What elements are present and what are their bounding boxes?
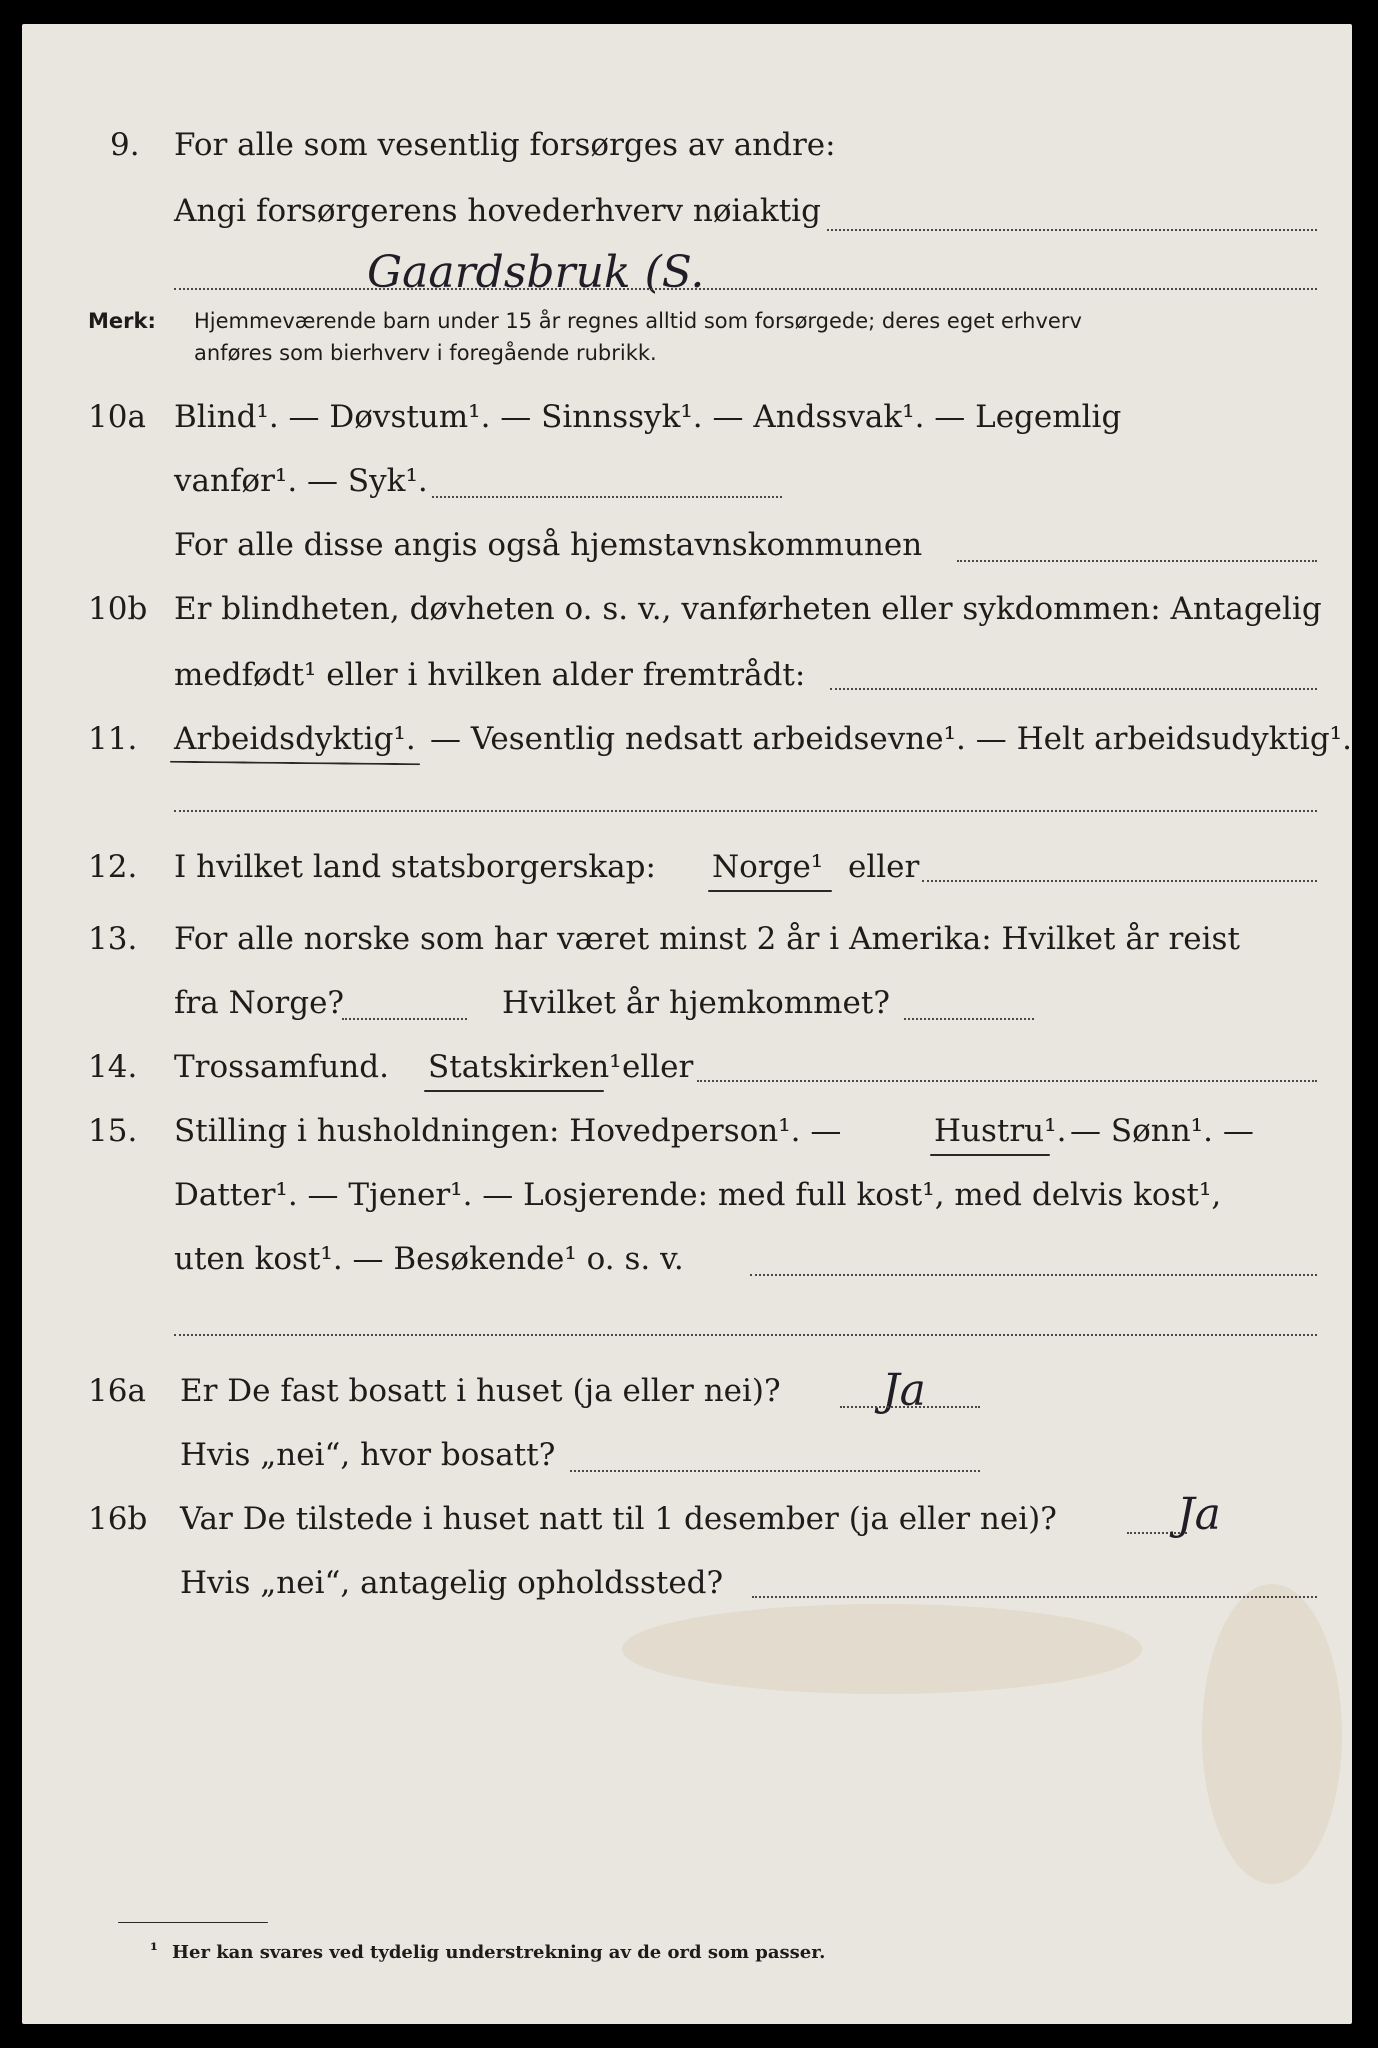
q9-line1: For alle som vesentlig forsørges av andre:	[174, 127, 836, 163]
q14-underline	[424, 1090, 604, 1092]
q10b-line1: Er blindheten, døvheten o. s. v., vanførheten eller sykdommen: Antagelig	[174, 591, 1322, 627]
q14-number: 14.	[88, 1049, 138, 1085]
q12-number: 12.	[88, 849, 138, 885]
q12-eller: eller	[848, 849, 920, 885]
q12-fill-line	[922, 880, 1317, 882]
merk-label: Merk:	[88, 309, 156, 333]
q16b-handwritten-answer: Ja	[1177, 1489, 1221, 1540]
q9-answer-line	[174, 288, 1317, 290]
q16b-line1: Var De tilstede i huset natt til 1 desember (ja eller nei)?	[180, 1501, 1057, 1537]
q10b-line2: medfødt¹ eller i hvilken alder fremtrådt:	[174, 657, 806, 693]
q13-hjemkommet-line	[904, 1018, 1034, 1020]
footnote-mark: ¹	[150, 1940, 158, 1961]
q9-handwritten-answer: Gaardsbruk (S.	[367, 247, 705, 298]
q15-fill-line2	[174, 1334, 1317, 1336]
q13-number: 13.	[88, 921, 138, 957]
q16a-line2: Hvis „nei“, hvor bosatt?	[180, 1437, 556, 1473]
q15-number: 15.	[88, 1113, 138, 1149]
q16a-handwritten-answer: Ja	[882, 1365, 926, 1416]
q16a-fill-line	[570, 1470, 980, 1472]
q14-text: Trossamfund.	[174, 1049, 389, 1085]
q15-fill-line	[750, 1274, 1317, 1276]
q10b-number: 10b	[88, 591, 148, 627]
census-form-page	[22, 24, 1352, 2024]
q14-fill-line	[697, 1080, 1317, 1082]
q13-line2-hjemkommet: Hvilket år hjemkommet?	[502, 985, 890, 1021]
q16b-fill-line	[752, 1596, 1317, 1598]
q11-underline	[170, 761, 420, 766]
q16a-number: 16a	[88, 1373, 146, 1409]
q16a-line1: Er De fast bosatt i huset (ja eller nei)?	[180, 1373, 781, 1409]
q11-other-options: — Vesentlig nedsatt arbeidsevne¹. — Helt arbeidsudyktig¹.	[430, 721, 1352, 757]
merk-line2: anføres som bierhverv i foregående rubrikk.	[194, 341, 657, 365]
q10a-home-line	[957, 560, 1317, 562]
q10a-line1: Blind¹. — Døvstum¹. — Sinnssyk¹. — Andssvak¹. — Legemlig	[174, 399, 1122, 435]
footnote-text: Her kan svares ved tydelig understrekning av de ord som passer.	[172, 1942, 826, 1963]
q15-line3: uten kost¹. — Besøkende¹ o. s. v.	[174, 1241, 684, 1277]
q13-reist-line	[342, 1018, 467, 1020]
q16b-number: 16b	[88, 1501, 148, 1537]
paper-stain	[1202, 1584, 1342, 1884]
q13-line1: For alle norske som har været minst 2 år i Amerika: Hvilket år reist	[174, 921, 1240, 957]
q11-option-arbeidsdyktig: Arbeidsdyktig¹.	[174, 721, 416, 757]
q12-underline	[708, 890, 832, 892]
q16a-answer-line	[840, 1406, 980, 1408]
merk-line1: Hjemmeværende barn under 15 år regnes alltid som forsørgede; deres eget erhverv	[194, 309, 1082, 333]
q10b-fill-line	[830, 688, 1317, 690]
footnote-rule	[118, 1922, 268, 1923]
q10a-number: 10a	[88, 399, 146, 435]
q15-line1c: — Sønn¹. —	[1070, 1113, 1254, 1149]
q15-underline	[930, 1154, 1050, 1156]
q11-fill-line	[174, 810, 1317, 812]
q15-option-hustru: Hustru¹.	[934, 1113, 1067, 1149]
q9-fill-line	[827, 229, 1317, 231]
q12-option-norge: Norge¹	[712, 849, 824, 885]
paper-stain	[622, 1604, 1142, 1694]
q10a-line3: For alle disse angis også hjemstavnskommunen	[174, 527, 923, 563]
q10a-line2: vanfør¹. — Syk¹.	[174, 463, 428, 499]
q14-eller: eller	[622, 1049, 694, 1085]
q13-line2-reist: fra Norge?	[174, 985, 345, 1021]
q9-number: 9.	[110, 127, 140, 163]
q9-line2: Angi forsørgerens hovederhverv nøiaktig	[174, 193, 821, 229]
q11-number: 11.	[88, 721, 138, 757]
q15-line2: Datter¹. — Tjener¹. — Losjerende: med full kost¹, med delvis kost¹,	[174, 1177, 1222, 1213]
q12-text: I hvilket land statsborgerskap:	[174, 849, 656, 885]
q16b-line2: Hvis „nei“, antagelig opholdssted?	[180, 1565, 724, 1601]
q15-line1a: Stilling i husholdningen: Hovedperson¹. —	[174, 1113, 842, 1149]
q14-option-statskirken: Statskirken¹	[428, 1049, 622, 1085]
q10a-fill-line	[432, 496, 782, 498]
